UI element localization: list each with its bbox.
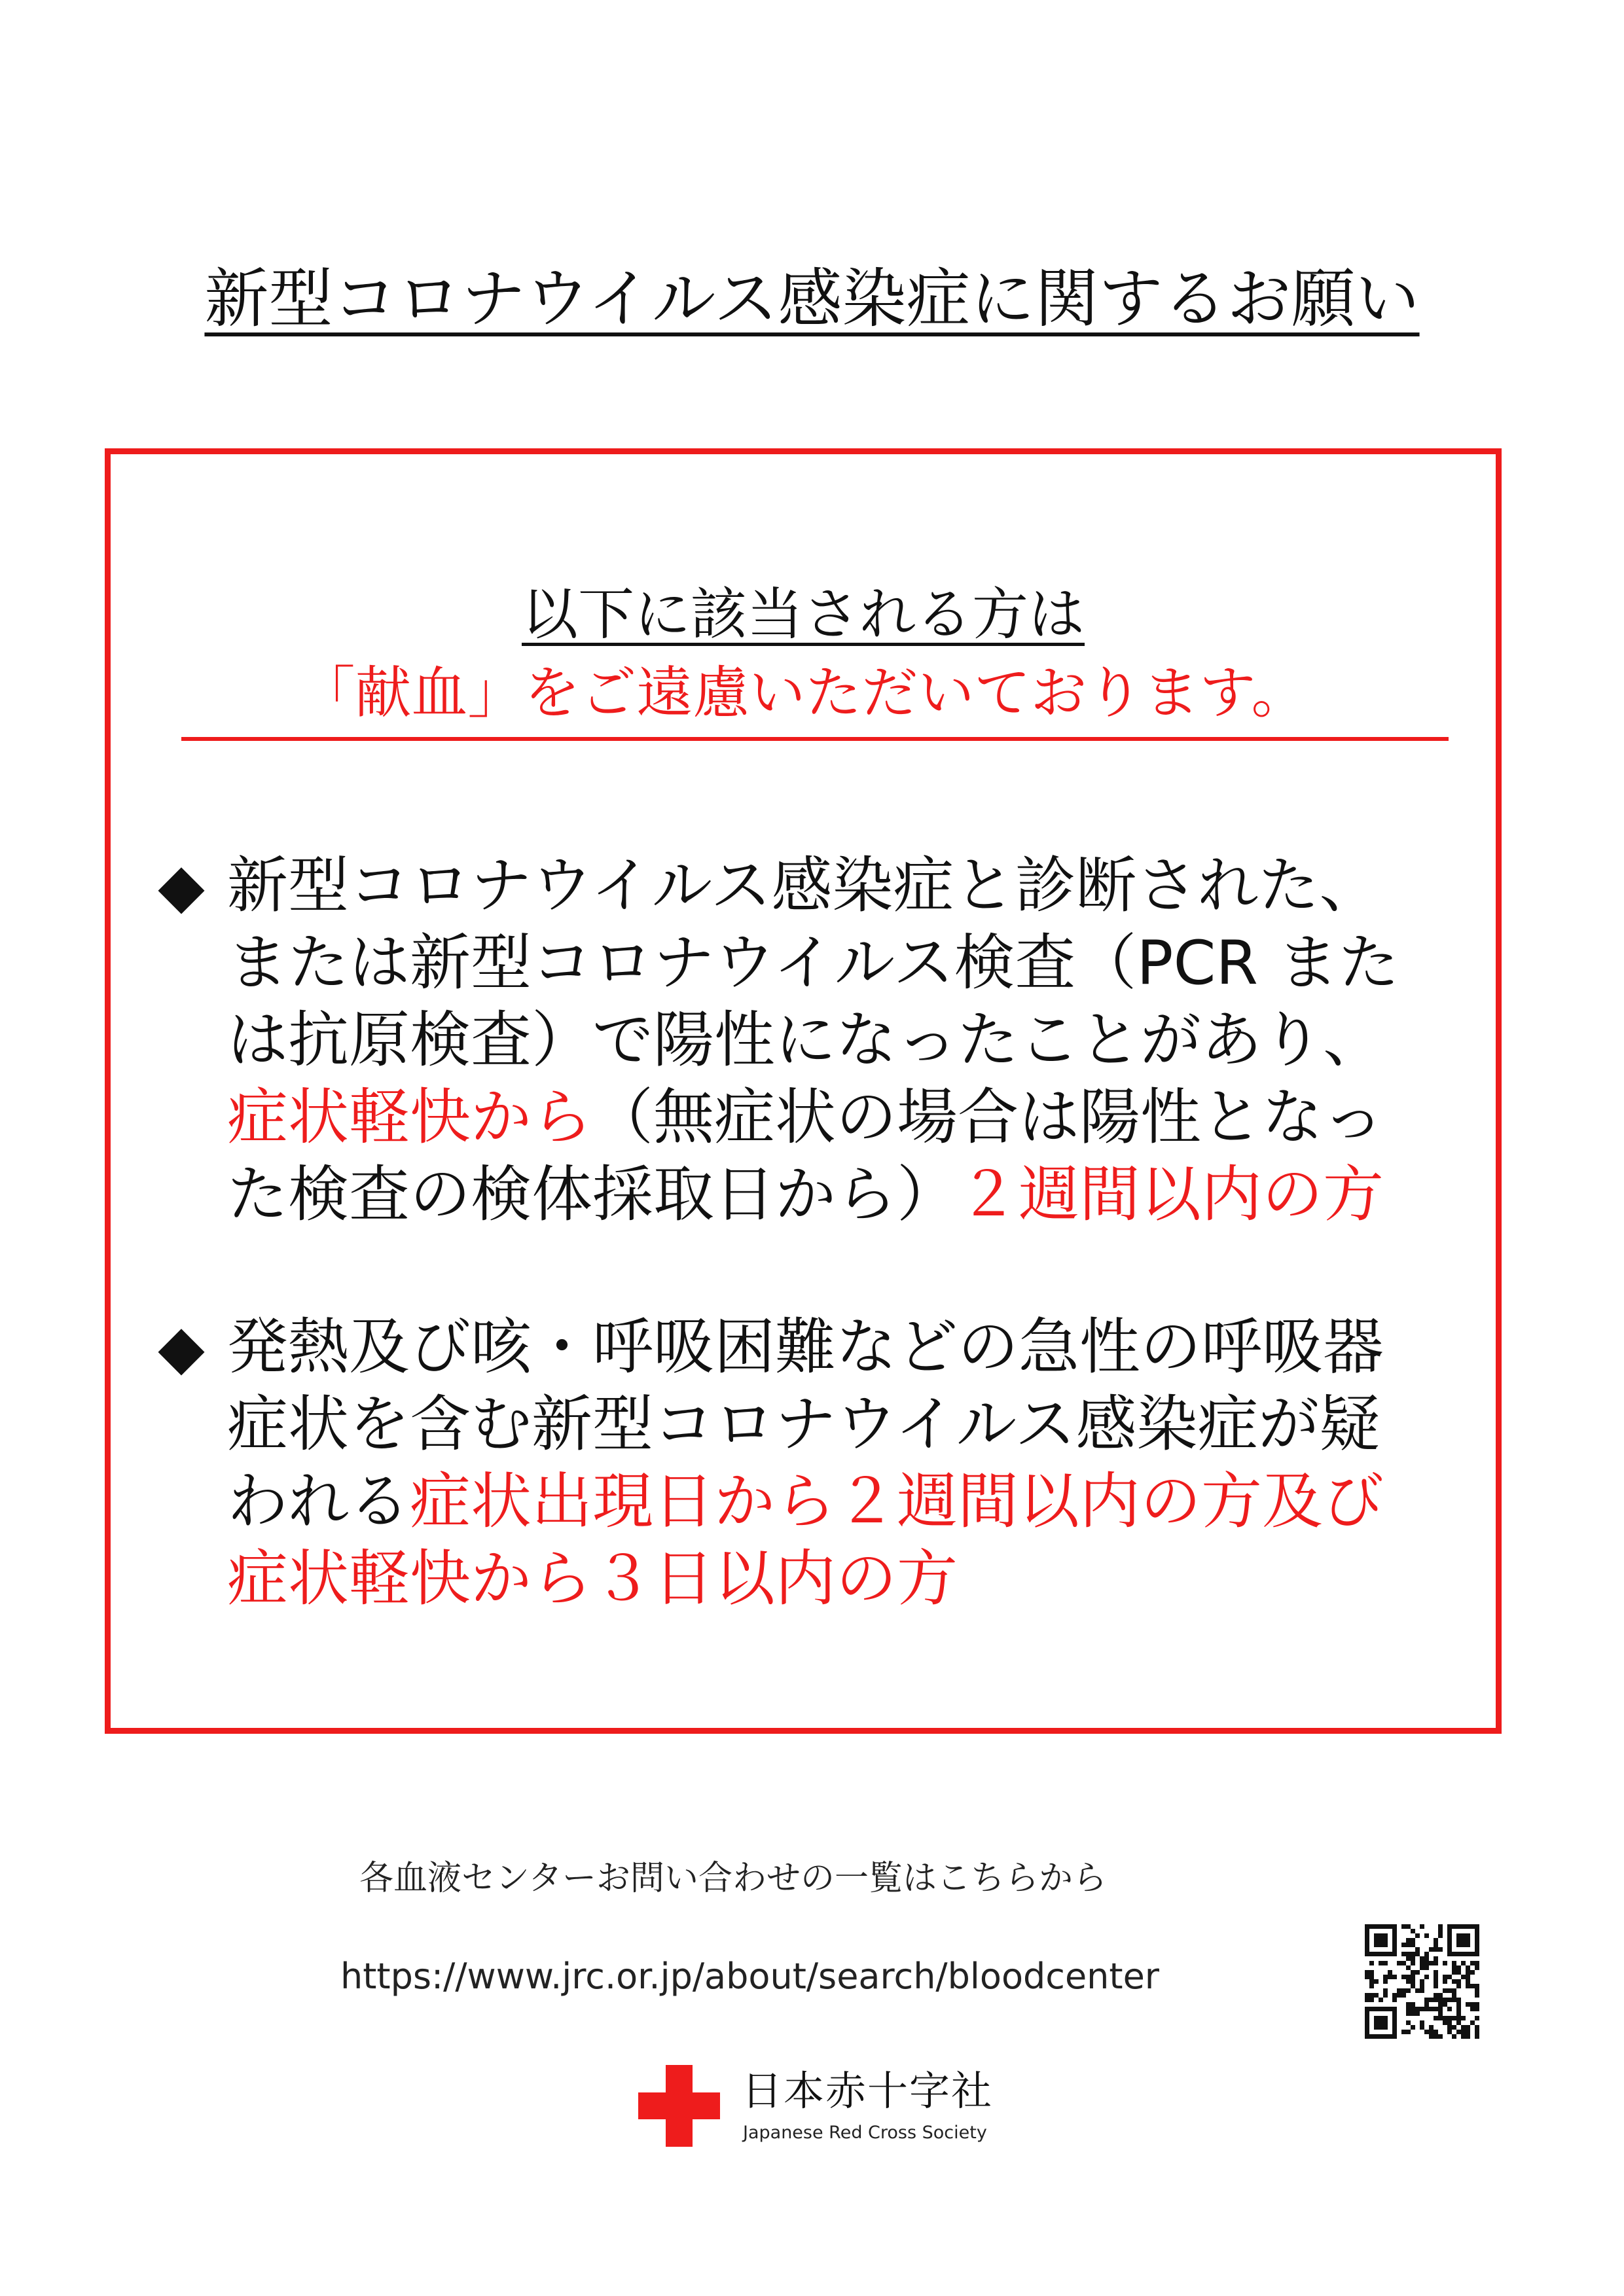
logo-name-en: Japanese Red Cross Society	[743, 2123, 987, 2143]
diamond-bullet-icon: ◆	[158, 1312, 205, 1382]
condition-item-2	[150, 1308, 1479, 1617]
highlight-text: ２週間以内の方	[958, 1159, 1384, 1230]
condition-line	[227, 1079, 1479, 1156]
highlight-text: 症状軽快から	[227, 1082, 592, 1153]
red-cross-icon	[638, 2065, 720, 2147]
condition-line	[227, 924, 1479, 1001]
condition-text: （無症状の場合は陽性となっ	[592, 1082, 1384, 1153]
condition-line	[227, 1463, 1479, 1540]
page-title	[0, 259, 1624, 340]
condition-text: 新型コロナウイルス感染症と診断された、	[227, 850, 1380, 921]
notice-line-1-text: 以下に該当される方は	[522, 582, 1085, 647]
condition-line	[227, 1156, 1479, 1233]
condition-line	[227, 1001, 1479, 1079]
qr-code-icon[interactable]	[1365, 1924, 1479, 2039]
condition-line	[227, 1386, 1479, 1463]
notice-line-2	[111, 654, 1496, 732]
footer-contact-label: 各血液センターお問い合わせの一覧はこちらから	[359, 1859, 1107, 1898]
condition-text: 発熱及び咳・呼吸困難などの急性の呼吸器	[227, 1312, 1384, 1382]
notice-line-2-text: 「献血」をご遠慮いただいております。	[298, 660, 1308, 726]
condition-line	[227, 847, 1479, 924]
page-title-text: 新型コロナウイルス感染症に関するお願い	[204, 262, 1420, 336]
condition-line	[227, 1308, 1479, 1386]
condition-text: た検査の検体採取日から）	[227, 1159, 958, 1230]
highlight-text: 症状出現日から２週間以内の方及び	[410, 1466, 1384, 1537]
notice-box	[105, 448, 1502, 1734]
notice-line-1	[111, 575, 1496, 654]
condition-text: は抗原検査）で陽性になったことがあり、	[227, 1005, 1384, 1075]
diamond-bullet-icon: ◆	[158, 850, 205, 921]
red-cross-logo	[638, 2065, 998, 2163]
condition-item-2-lines	[150, 1308, 1479, 1617]
blood-center-link[interactable]: https://www.jrc.or.jp/about/search/bloodcenter	[340, 1956, 1159, 1997]
highlight-text: 症状軽快から３日以内の方	[227, 1543, 958, 1614]
condition-item-1	[150, 847, 1479, 1233]
notice-underline	[181, 737, 1449, 741]
logo-name-jp: 日本赤十字社	[742, 2067, 994, 2115]
condition-text: または新型コロナウイルス検査（PCR また	[227, 927, 1399, 998]
condition-item-1-lines	[150, 847, 1479, 1233]
condition-text: 症状を含む新型コロナウイルス感染症が疑	[227, 1389, 1380, 1460]
condition-line	[227, 1540, 1479, 1617]
condition-text: われる	[227, 1466, 410, 1537]
